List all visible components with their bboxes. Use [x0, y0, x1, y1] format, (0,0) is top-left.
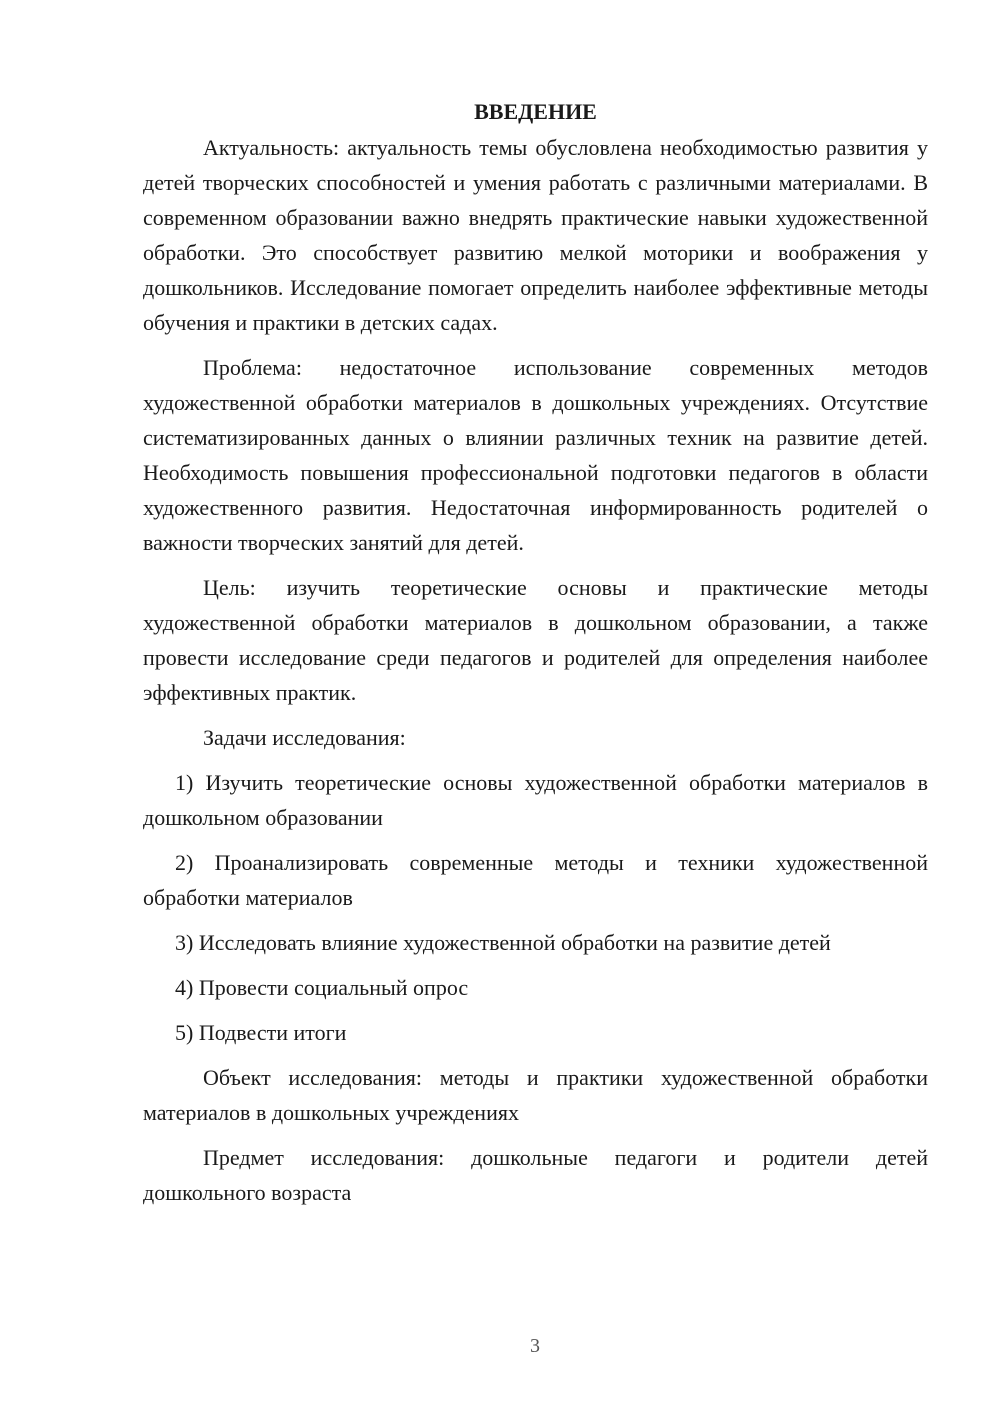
- task-item: 1) Изучить теоретические основы художественной обработки материалов в дошкольном образовании: [143, 770, 928, 830]
- section-heading: ВВЕДЕНИЕ: [474, 99, 597, 124]
- subject-paragraph: Предмет исследования: дошкольные педагоги и родители детей дошкольного возраста: [143, 1145, 928, 1205]
- object-paragraph: Объект исследования: методы и практики художественной обработки материалов в дошкольных учреждениях: [143, 1065, 928, 1125]
- task-item: 3) Исследовать влияние художественной обработки на развитие детей: [175, 930, 831, 955]
- goal-paragraph: Цель: изучить теоретические основы и практические методы художественной обработки материалов в дошкольном образовании, а также провести исследование среди педагогов и родителей для определения наиболее эффективных практик.: [143, 575, 928, 705]
- task-item: 2) Проанализировать современные методы и техники художественной обработки материалов: [143, 850, 928, 910]
- problem-paragraph: Проблема: недостаточное использование современных методов художественной обработки материалов в дошкольных учреждениях. Отсутствие систематизированных данных о влиянии различных техник на развитие детей. Необходимость повышения профессиональной подготовки педагогов в области художественного развития. Недостаточная информированность родителей о важности творческих занятий для детей.: [143, 355, 928, 555]
- page-number: 3: [530, 1335, 540, 1357]
- page-content: [143, 94, 928, 1220]
- task-item: 4) Провести социальный опрос: [175, 975, 469, 1000]
- relevance-paragraph: Актуальность: актуальность темы обусловлена необходимостью развития у детей творческих способностей и умения работать с различными материалами. В современном образовании важно внедрять практические навыки художественной обработки. Это способствует развитию мелкой моторики и воображения у дошкольников. Исследование помогает определить наиболее эффективные методы обучения и практики в детских садах.: [143, 135, 928, 335]
- task-item: 5) Подвести итоги: [175, 1020, 347, 1045]
- tasks-title: Задачи исследования:: [203, 725, 406, 750]
